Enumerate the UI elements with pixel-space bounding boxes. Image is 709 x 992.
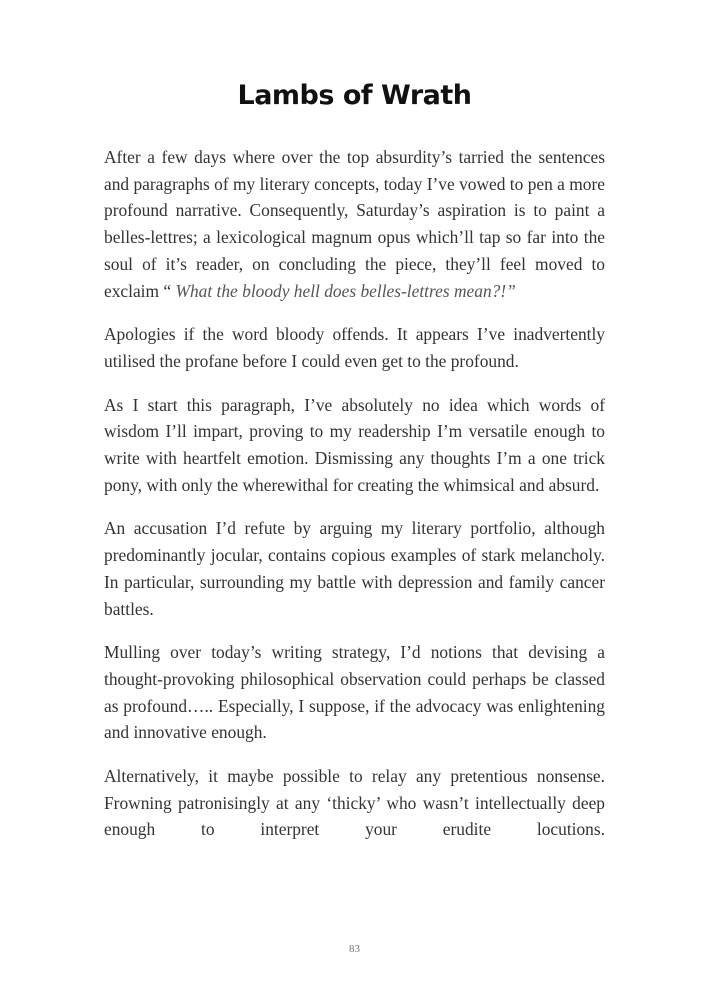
- page-number: 83: [349, 943, 360, 955]
- chapter-body: [104, 144, 605, 843]
- paragraph-1-italic-text: What the bloody hell does belles-lettres mean?!”: [175, 280, 516, 301]
- paragraph-1: [104, 144, 605, 304]
- paragraph-2: Apologies if the word bloody offends. It appears I’ve inadvertently utilised the profane before I could even get to the profound.: [104, 324, 605, 371]
- chapter-title: Lambs of Wrath: [237, 80, 472, 111]
- paragraph-3: As I start this paragraph, I’ve absolutely no idea which words of wisdom I’ll impart, proving to my readership I’m versatile enough to write with heartfelt emotion. Dismissing any thoughts I’m a one trick pony, with only the wherewithal for creating the whimsical and absurd.: [104, 394, 605, 495]
- paragraph-4: An accusation I’d refute by arguing my literary portfolio, although predominantly jocular, contains copious examples of stark melancholy. In particular, surrounding my battle with depression and family cancer battles.: [104, 518, 605, 619]
- paragraph-6: Alternatively, it maybe possible to relay any pretentious nonsense. Frowning patronisingly at any ‘thicky’ who wasn’t intellectually deep enough to interpret your erudite locutions.: [104, 766, 605, 840]
- paragraph-1-text: After a few days where over the top absurdity’s tarried the sentences and paragraphs of my literary concepts, today I’ve vowed to pen a more profound narrative. Consequently, Saturday’s aspiration is to paint a belles-lettres; a lexicological magnum opus which’ll tap so far into the soul of it’s reader, on concluding the piece, they’ll feel moved to exclaim “: [104, 147, 605, 301]
- paragraph-5: Mulling over today’s writing strategy, I’d notions that devising a thought-provoking philosophical observation could perhaps be classed as profound….. Especially, I suppose, if the advocacy was enlightening and innovative enough.: [104, 642, 605, 743]
